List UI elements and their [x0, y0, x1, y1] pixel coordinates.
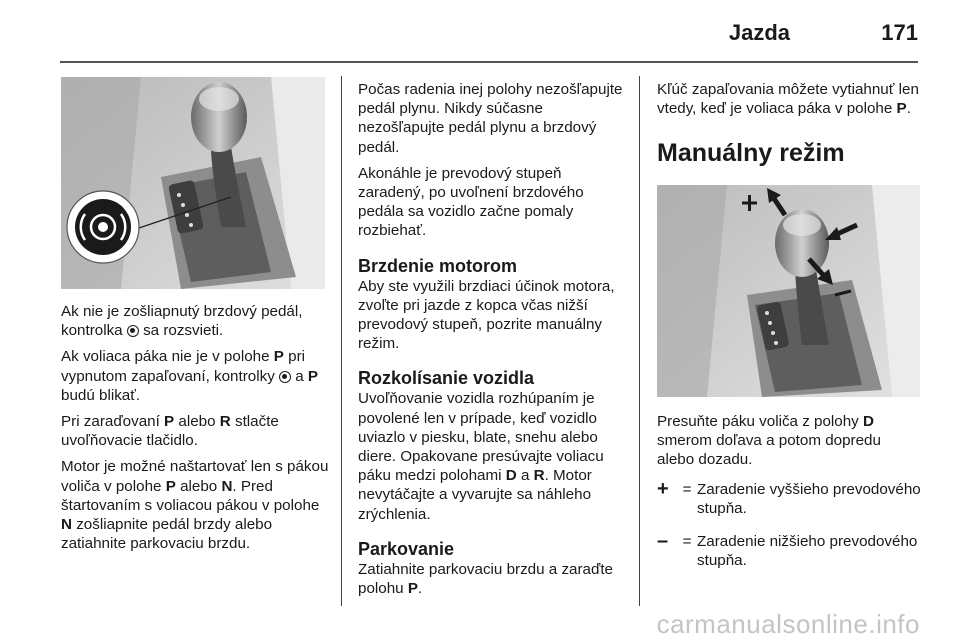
paragraph-engine-braking: Aby ste využili brzdiaci účinok motora, zvoľte pri jazde z kopca včas nižší prevodový stupeň, pozrite manuálny režim. — [358, 277, 615, 353]
paragraph-no-throttle: Počas radenia inej polohy nezošľapujte pedál plynu. Nikdy súčasne nezošľapujte pedál plynu a brzdový pedál. — [358, 81, 623, 156]
gear-selector-photo — [61, 77, 325, 289]
column-1 — [61, 302, 329, 560]
legend-downshift: – = Zaradenie nižšieho prevodového stupňa. — [657, 530, 918, 570]
column-3 — [657, 80, 921, 188]
watermark: carmanualsonline.info — [656, 609, 920, 639]
paragraph-release-button: Pri zaraďovaní P alebo R stlačte uvoľňovacie tlačidlo. — [61, 413, 279, 450]
page-number: 171 — [881, 20, 918, 45]
column-divider-1 — [341, 76, 342, 606]
heading-parking: Parkovanie — [358, 538, 455, 559]
column-divider-2 — [639, 76, 640, 606]
paragraph-creep: Akonáhle je prevodový stupeň zaradený, po uvoľnení brzdového pedála sa vozidlo začne pomaly rozbiehať. — [358, 164, 584, 240]
brake-indicator-icon — [127, 325, 139, 337]
column-3-lower — [657, 412, 921, 570]
paragraph-parking: Zatiahnite parkovaciu brzdu a zaraďte polohu P. — [358, 560, 614, 598]
paragraph-engine-start: Motor je možné naštartovať len s pákou voliča v polohe P alebo N. Pred štartovaním s voliacou pákou v polohe N zošliapnite pedál brzdy alebo zatiahnite parkovaciu brzdu. — [61, 458, 329, 553]
plus-icon: + — [657, 477, 669, 500]
paragraph-rocking: Uvoľňovanie vozidla rozhúpaním je povolené len v prípade, keď vozidlo uviazlo v piesku, blate, snehu alebo diere. Opakovane presúvajte voliacu páku medzi polohami D a R. Motor nevytáčajte a vyvarujte sa náhleho zrýchlenia. — [358, 390, 604, 523]
header-divider — [60, 61, 918, 63]
paragraph-move-lever: Presuňte páku voliča z polohy D smerom doľava a potom dopredu alebo dozadu. — [657, 413, 881, 469]
paragraph-brake-indicator: Ak nie je zošliapnutý brzdový pedál, kontrolka sa rozsvieti. — [61, 303, 303, 340]
page-header-title: Jazda — [728, 20, 790, 45]
heading-engine-braking: Brzdenie motorom — [358, 255, 518, 276]
heading-manual-mode: Manuálny režim — [657, 139, 845, 168]
paragraph-ignition-key: Kľúč zapaľovania môžete vytiahnuť len vtedy, keď je voliaca páka v polohe P. — [657, 81, 919, 118]
column-2 — [358, 80, 628, 605]
manual-mode-photo — [657, 185, 920, 397]
minus-icon: – — [657, 530, 669, 553]
legend-upshift: + = Zaradenie vyššieho prevodového stupňa. — [657, 477, 921, 517]
heading-rocking: Rozkolísanie vozidla — [358, 368, 535, 389]
brake-indicator-icon — [279, 371, 291, 383]
paragraph-lever-not-p: Ak voliaca páka nie je v polohe P pri vypnutom zapaľovaní, kontrolky a P budú blikať. — [61, 348, 319, 404]
